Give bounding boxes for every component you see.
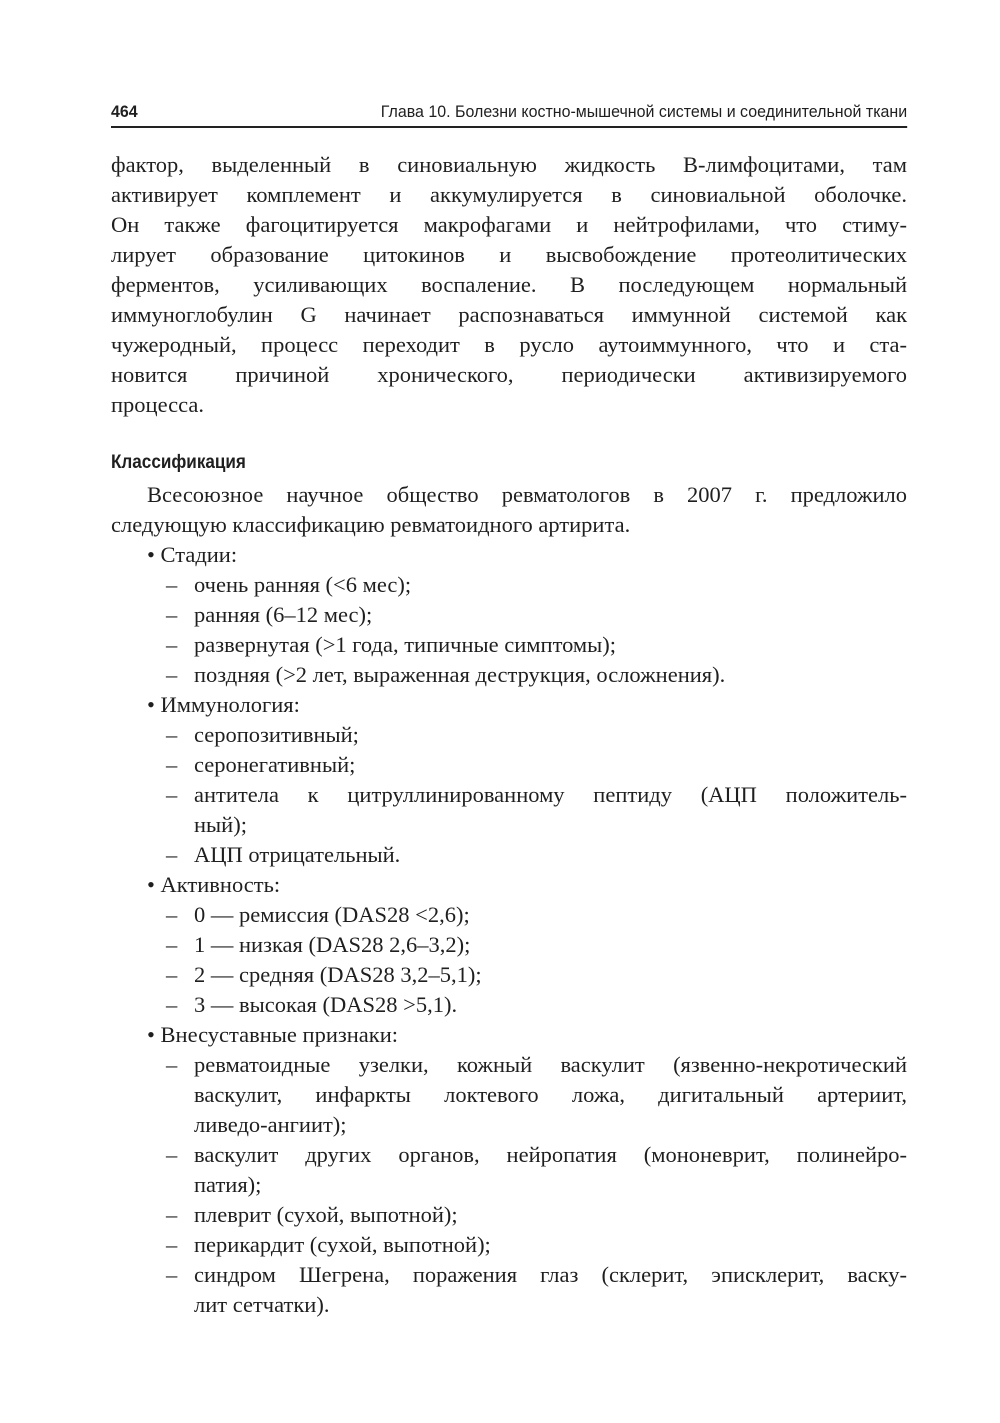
list-item: – серопозитивный; <box>166 720 907 750</box>
group-label: • Стадии: <box>147 540 907 570</box>
text-line: процесса. <box>111 392 204 417</box>
group-label: • Активность: <box>147 870 907 900</box>
paragraph <box>111 150 907 420</box>
list-item: – ранняя (6–12 мес); <box>166 600 907 630</box>
text-line: активирует комплемент и аккумулируется в синовиальной оболочке. <box>111 182 907 207</box>
running-header <box>111 100 907 128</box>
list-item: – АЦП отрицательный. <box>166 840 907 870</box>
item-line: – синдром Шегрена, поражения глаз (склерит, эписклерит, васку- <box>194 1262 907 1287</box>
list-item <box>166 1050 907 1140</box>
text-line: чужеродный, процесс переходит в русло аутоиммунного, что и ста- <box>111 332 907 357</box>
list-group <box>111 540 907 690</box>
list-item: – 3 — высокая (DAS28 >5,1). <box>166 990 907 1020</box>
item-line: – васкулит других органов, нейропатия (мононеврит, полинейро- <box>194 1142 907 1167</box>
page <box>111 100 907 1320</box>
list-item: – серонегативный; <box>166 750 907 780</box>
item-line: лит сетчатки). <box>194 1292 330 1317</box>
list-item: – 0 — ремиссия (DAS28 <2,6); <box>166 900 907 930</box>
list-item: – развернутая (>1 года, типичные симптомы); <box>166 630 907 660</box>
list-item <box>166 780 907 840</box>
list-item <box>166 1260 907 1320</box>
text-line: новится причиной хронического, периодически активизируемого <box>111 362 907 387</box>
list-group <box>111 690 907 870</box>
group-label: • Внесуставные признаки: <box>147 1020 907 1050</box>
chapter-title: Глава 10. Болезни костно-мышечной системы и соединительной ткани <box>380 102 908 121</box>
item-line: ливедо-ангиит); <box>194 1112 347 1137</box>
text-line: иммуноглобулин G начинает распознаваться иммунной системой как <box>111 302 907 327</box>
text-line: Он также фагоцитируется макрофагами и нейтрофилами, что стиму- <box>111 212 907 237</box>
item-line: патия); <box>194 1172 262 1197</box>
section-heading: Классификация <box>111 452 246 473</box>
list-group <box>111 1020 907 1320</box>
list-item: – 2 — средняя (DAS28 3,2–5,1); <box>166 960 907 990</box>
text-line: Всесоюзное научное общество ревматологов в 2007 г. предложило <box>147 482 907 507</box>
list-item: – перикардит (сухой, выпотной); <box>166 1230 907 1260</box>
list-item <box>166 1140 907 1200</box>
intro-paragraph <box>111 480 907 540</box>
list-item: – плеврит (сухой, выпотной); <box>166 1200 907 1230</box>
item-line: – ревматоидные узелки, кожный васкулит (язвенно-некротический <box>194 1052 907 1077</box>
group-label: • Иммунология: <box>147 690 907 720</box>
item-line: васкулит, инфаркты локтевого ложа, дигитальный артериит, <box>194 1082 907 1107</box>
page-number: 464 <box>111 102 138 121</box>
item-line: – антитела к цитруллинированному пептиду (АЦП положитель- <box>194 782 907 807</box>
list-item: – 1 — низкая (DAS28 2,6–3,2); <box>166 930 907 960</box>
text-line: ферментов, усиливающих воспаление. В последующем нормальный <box>111 272 907 297</box>
text-line: фактор, выделенный в синовиальную жидкость В-лимфоцитами, там <box>111 152 907 177</box>
item-line: ный); <box>194 812 247 837</box>
list-group <box>111 870 907 1020</box>
text-line: лирует образование цитокинов и высвобождение протеолитических <box>111 242 907 267</box>
classification-list <box>111 540 907 1320</box>
list-item: – очень ранняя (<6 мес); <box>166 570 907 600</box>
text-line: следующую классификацию ревматоидного артирита. <box>111 512 631 537</box>
list-item: – поздняя (>2 лет, выраженная деструкция, осложнения). <box>166 660 907 690</box>
